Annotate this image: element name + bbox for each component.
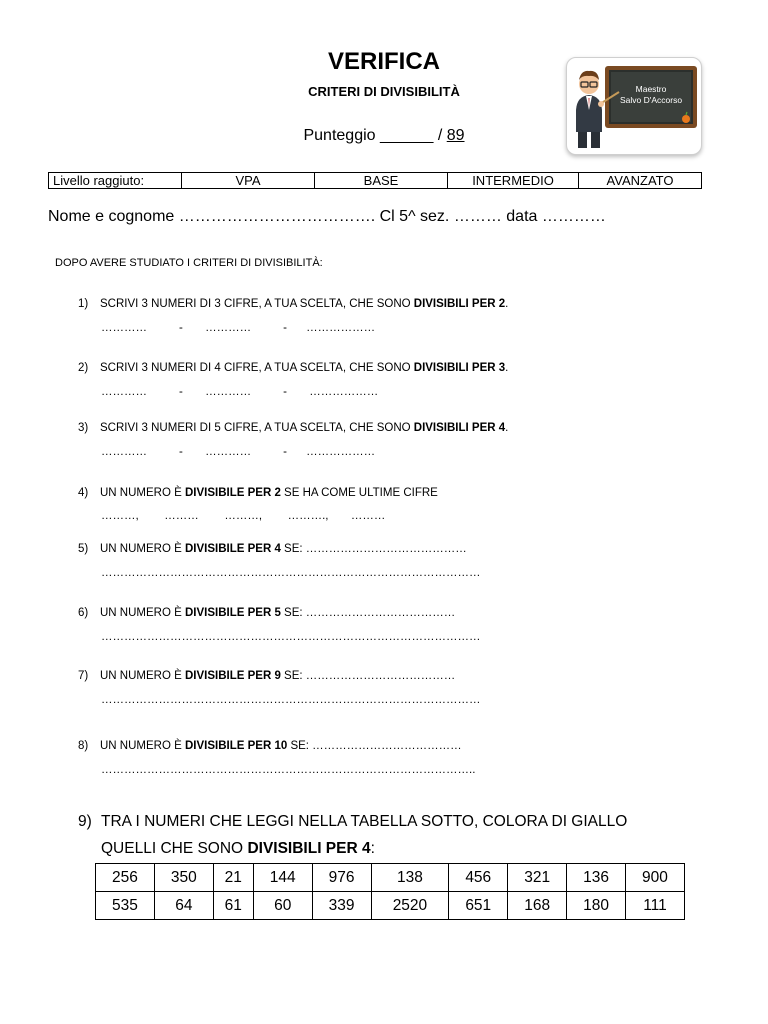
number-cell[interactable]: 976 — [312, 864, 371, 892]
level-vpa: VPA — [182, 173, 315, 189]
level-intermedio: INTERMEDIO — [448, 173, 579, 189]
numbers-table — [95, 863, 685, 920]
number-cell[interactable]: 144 — [253, 864, 312, 892]
name-line: Nome e cognome ………………………………. Cl 5^ sez. ……… data ………… — [48, 208, 606, 225]
answer-line-4[interactable]: ………, ……… ………, ………., ……… — [101, 510, 386, 522]
answer-line-5[interactable]: ……………………………………………………………………………………… — [101, 567, 481, 579]
intro-text: DOPO AVERE STUDIATO I CRITERI DI DIVISIBILITÀ: — [55, 257, 323, 269]
number-cell[interactable]: 168 — [508, 892, 567, 920]
number-cell[interactable]: 60 — [253, 892, 312, 920]
answer-line-6[interactable]: ……………………………………………………………………………………… — [101, 631, 481, 643]
question-2: 2) SCRIVI 3 NUMERI DI 4 CIFRE, A TUA SCELTA, CHE SONO DIVISIBILI PER 3. — [78, 362, 509, 374]
number-cell[interactable]: 138 — [371, 864, 449, 892]
number-cell[interactable]: 456 — [449, 864, 508, 892]
answer-line-7[interactable]: ……………………………………………………………………………………… — [101, 694, 481, 706]
question-7: 7) UN NUMERO È DIVISIBILE PER 9 SE: ………………………………… — [78, 670, 456, 682]
score-max: 89 — [446, 127, 465, 144]
table-row — [96, 864, 685, 892]
level-label: Livello raggiuto: — [49, 173, 182, 189]
logo-line2: Salvo D'Accorso — [619, 95, 683, 105]
score-label: Punteggio ______ / — [303, 127, 447, 144]
number-cell[interactable]: 136 — [567, 864, 626, 892]
number-cell[interactable]: 339 — [312, 892, 371, 920]
question-9: 9) TRA I NUMERI CHE LEGGI NELLA TABELLA SOTTO, COLORA DI GIALLO QUELLI CHE SONO DIVISIBILI PER 4: — [78, 813, 628, 857]
question-8: 8) UN NUMERO È DIVISIBILE PER 10 SE: ………………………………… — [78, 740, 462, 752]
question-4: 4) UN NUMERO È DIVISIBILE PER 2 SE HA COME ULTIME CIFRE — [78, 487, 438, 499]
question-6: 6) UN NUMERO È DIVISIBILE PER 5 SE: ………………………………… — [78, 607, 456, 619]
logo-line1: Maestro — [635, 84, 667, 94]
number-cell[interactable]: 64 — [154, 892, 213, 920]
question-1: 1) SCRIVI 3 NUMERI DI 3 CIFRE, A TUA SCELTA, CHE SONO DIVISIBILI PER 2. — [78, 298, 509, 310]
teacher-chalkboard-icon — [566, 57, 702, 155]
number-cell[interactable]: 321 — [508, 864, 567, 892]
answer-line-3[interactable]: ………… - ………… - ……………… — [101, 446, 376, 458]
level-avanzato: AVANZATO — [579, 173, 702, 189]
number-cell[interactable]: 350 — [154, 864, 213, 892]
answer-line-2[interactable]: ………… - ………… - ……………… — [101, 386, 379, 398]
page-title: VERIFICA — [327, 48, 440, 75]
question-3: 3) SCRIVI 3 NUMERI DI 5 CIFRE, A TUA SCELTA, CHE SONO DIVISIBILI PER 4. — [78, 422, 509, 434]
number-cell[interactable]: 900 — [625, 864, 684, 892]
table-row — [96, 892, 685, 920]
number-cell[interactable]: 256 — [96, 864, 155, 892]
page-subtitle: CRITERI DI DIVISIBILITÀ — [308, 84, 460, 99]
number-cell[interactable]: 651 — [449, 892, 508, 920]
answer-line-8[interactable]: …………………………………………………………………………………….. — [101, 764, 476, 776]
number-cell[interactable]: 2520 — [371, 892, 449, 920]
answer-line-1[interactable]: ………… - ………… - ……………… — [101, 322, 376, 334]
level-table — [48, 172, 702, 189]
number-cell[interactable]: 535 — [96, 892, 155, 920]
question-5: 5) UN NUMERO È DIVISIBILE PER 4 SE: …………………………………… — [78, 543, 467, 555]
number-cell[interactable]: 61 — [213, 892, 253, 920]
number-cell[interactable]: 21 — [213, 864, 253, 892]
number-cell[interactable]: 111 — [625, 892, 684, 920]
number-cell[interactable]: 180 — [567, 892, 626, 920]
level-base: BASE — [315, 173, 448, 189]
